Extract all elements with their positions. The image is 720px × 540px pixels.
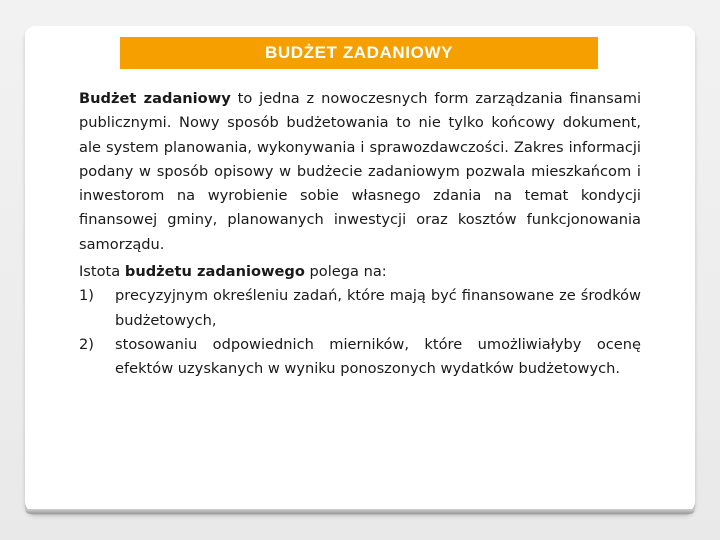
list-item-text: precyzyjnym określeniu zadań, które mają być finansowane ze środków budżetowych, <box>115 287 641 329</box>
list-item <box>79 284 641 333</box>
paragraph-bold-lead: Budżet zadaniowy <box>79 90 231 107</box>
paragraph-text: to jedna z nowoczesnych form zarządzania finansami publicznymi. Nowy sposób budżetowania to nie tylko końcowy dokument, ale system planowania, wykonywania i sprawozdawczości. Zakres informacji podany w sposób opisowy w budżecie zadaniowym pozwala mieszkańcom i inwestorom na wyrobienie sobie własnego zdania na temat kondycji finansowej gminy, planowanych inwestycji oraz kosztów funkcjonowania samorządu. <box>79 90 641 253</box>
intro-line <box>79 260 641 284</box>
numbered-list <box>79 284 641 381</box>
slide-title: BUDŻET ZADANIOWY <box>264 43 454 62</box>
list-item-number: 2) <box>79 335 94 353</box>
list-item-text: stosowaniu odpowiednich mierników, które umożliwiałyby ocenę efektów uzyskanych w wyniku ponoszonych wydatków budżetowych. <box>115 335 641 378</box>
intro-bold: budżetu zadaniowego <box>124 263 305 281</box>
title-bar <box>120 37 598 69</box>
intro-before: Istota <box>79 263 125 281</box>
slide-body <box>79 87 641 382</box>
card-shadow-edge <box>25 509 695 514</box>
intro-after: polega na: <box>304 263 387 281</box>
list-item <box>79 333 641 382</box>
main-paragraph <box>79 87 641 257</box>
list-item-number: 1) <box>79 287 94 305</box>
